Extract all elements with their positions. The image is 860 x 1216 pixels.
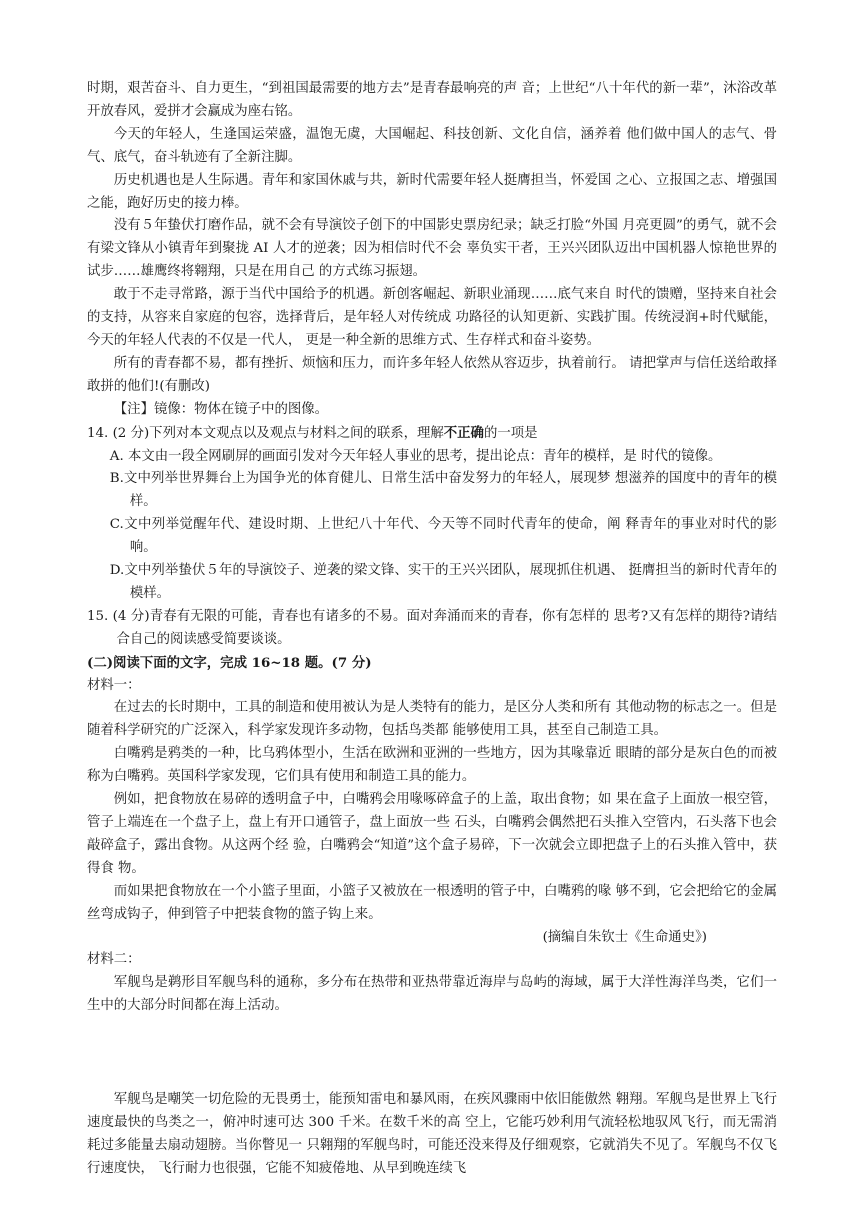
material-1-paragraph-3: 例如，把食物放在易碎的透明盒子中，白嘴鸦会用喙啄碎盒子的上盖，取出食物；如 果在盒子上面放一根空管，管子上端连在一个盘子上，盘上有开口通管子，盘上面放一些 石头，白嘴鸦会偶然把石头推入空管内，石头落下也会敲碎盒子，露出食物。从这两个经 验，白嘴鸦会“知道”这个盒子易碎，下一次就会立即把盘子上的石头推入管中，获得食 物。 bbox=[87, 792, 777, 876]
material-1-paragraph-4: 而如果把食物放在一个小篮子里面，小篮子又被放在一根透明的管子中，白嘴鸦的喙 够不到，它会把给它的金属丝弯成钩子，伸到管子中把装食物的篮子钩上来。 bbox=[87, 883, 777, 922]
question-14-option-c: C.文中列举觉醒年代、建设时期、上世纪八十年代、今天等不同时代青年的使命，阐 释青年的事业对时代的影响。 bbox=[109, 517, 777, 556]
material-2-paragraph-1: 军舰鸟是鹈形目军舰鸟科的通称，多分布在热带和亚热带靠近海岸与岛屿的海域，属于大洋性海洋鸟类，它们一生中的大部分时间都在海上活动。 bbox=[87, 975, 777, 1014]
material-1-label: 材料一： bbox=[87, 677, 141, 693]
question-14-number: 14. bbox=[87, 425, 109, 441]
material-1-source: (摘编自朱钦士《生命通史》) bbox=[542, 929, 707, 945]
question-14-option-b: B.文中列举世界舞台上为国争光的体育健儿、日常生活中奋发努力的年轻人，展现梦 想滋养的国度中的青年的模样。 bbox=[109, 471, 777, 510]
blank-gap bbox=[87, 1018, 777, 1089]
question-14-option-a: A. 本文由一段全网刷屏的画面引发对今天年轻人事业的思考，提出论点：青年的模样，是 时代的镜像。 bbox=[109, 448, 722, 464]
exam-page bbox=[87, 78, 777, 1181]
article-paragraph-6: 所有的青春都不易，都有挫折、烦恼和压力，而许多年轻人依然从容迈步，执着前行。 请把掌声与信任送给敢择敢拼的他们!(有删改) bbox=[87, 355, 777, 394]
material-2-paragraph-2: 军舰鸟是嘲笑一切危险的无畏勇士，能预知雷电和暴风雨，在疾风骤雨中依旧能傲然 翱翔。军舰鸟是世界上飞行速度最快的鸟类之一，俯冲时速可达 300 千米。在数千米的高 空上，它能巧妙利用气流轻松地驭风飞行，而无需消耗过多能量去扇动翅膀。当你瞥见一 只翱翔的军舰鸟时，可能还没来得及仔细观察，它就消失不见了。军舰鸟不仅飞行速度快， 飞行耐力也很强，它能不知疲倦地、从早到晚连续飞 bbox=[87, 1092, 777, 1176]
question-14-stem bbox=[87, 422, 777, 446]
material-1-paragraph-1: 在过去的长时期中，工具的制造和使用被认为是人类特有的能力，是区分人类和所有 其他动物的标志之一。但是随着科学研究的广泛深入，科学家发现许多动物，包括鸟类都 能够使用工具，甚至自己制造工具。 bbox=[87, 700, 777, 739]
article-paragraph-2: 今天的年轻人，生逢国运荣盛，温饱无虞，大国崛起、科技创新、文化自信，涵养着 他们做中国人的志气、骨气、底气，奋斗轨迹有了全新注脚。 bbox=[87, 126, 777, 165]
material-2-label: 材料二： bbox=[87, 952, 141, 968]
section-heading: (二)阅读下面的文字，完成 16~18 题。(7 分) bbox=[87, 654, 372, 671]
question-14-stem-a: (2 分)下列对本文观点以及观点与材料之间的联系，理解 bbox=[112, 425, 444, 441]
article-paragraph-5: 敢于不走寻常路，源于当代中国给予的机遇。新创客崛起、新职业涌现……底气来自 时代的馈赠，坚持来自社会的支持，从容来自家庭的包容，选择背后，是年轻人对传统成 功路径的认知更新、实践扩围。传统浸润+时代赋能，今天的年轻人代表的不仅是一代人， 更是一种全新的思维方式、生存样式和奋斗姿势。 bbox=[87, 287, 777, 348]
question-14-emphasis: 不正确 bbox=[443, 424, 484, 441]
article-paragraph-3: 历史机遇也是人生际遇。青年和家国休戚与共，新时代需要年轻人挺膺担当，怀爱国 之心、立报国之志、增强国之能，跑好历史的接力棒。 bbox=[87, 172, 777, 211]
question-14-option-d: D.文中列举蛰伏５年的导演饺子、逆袭的梁文锋、实干的王兴兴团队，展现抓住机遇、 挺膺担当的新时代青年的模样。 bbox=[109, 563, 777, 601]
question-14-stem-b: 的一项是 bbox=[483, 425, 538, 441]
question-15: 15. (4 分)青春有无限的可能，青春也有诸多的不易。面对奔涌而来的青春，你有怎样的 思考?又有怎样的期待?请结合自己的阅读感受简要谈谈。 bbox=[87, 608, 777, 647]
material-1-paragraph-2: 白嘴鸦是鸦类的一种，比乌鸦体型小，生活在欧洲和亚洲的一些地方，因为其喙靠近 眼睛的部分是灰白色的而被称为白嘴鸦。英国科学家发现，它们具有使用和制造工具的能力。 bbox=[87, 746, 777, 785]
article-paragraph-4: 没有５年蛰伏打磨作品，就不会有导演饺子创下的中国影史票房纪录；缺乏打脸“外国 月亮更圆”的勇气，就不会有梁文锋从小镇青年到聚拢 AI 人才的逆袭；因为相信时代不会 辜负实干者，王兴兴团队迈出中国机器人惊艳世界的试步……雄鹰终将翱翔，只是在用自己 的方式练习振翅。 bbox=[87, 218, 777, 280]
footnote: 【注】镜像：物体在镜子中的图像。 bbox=[113, 401, 329, 417]
article-paragraph-1: 时期，艰苦奋斗、自力更生，“到祖国最需要的地方去”是青春最响亮的声 音；上世纪“八十年代的新一辈”，沐浴改革开放春风，爱拼才会赢成为座右铭。 bbox=[87, 81, 777, 119]
